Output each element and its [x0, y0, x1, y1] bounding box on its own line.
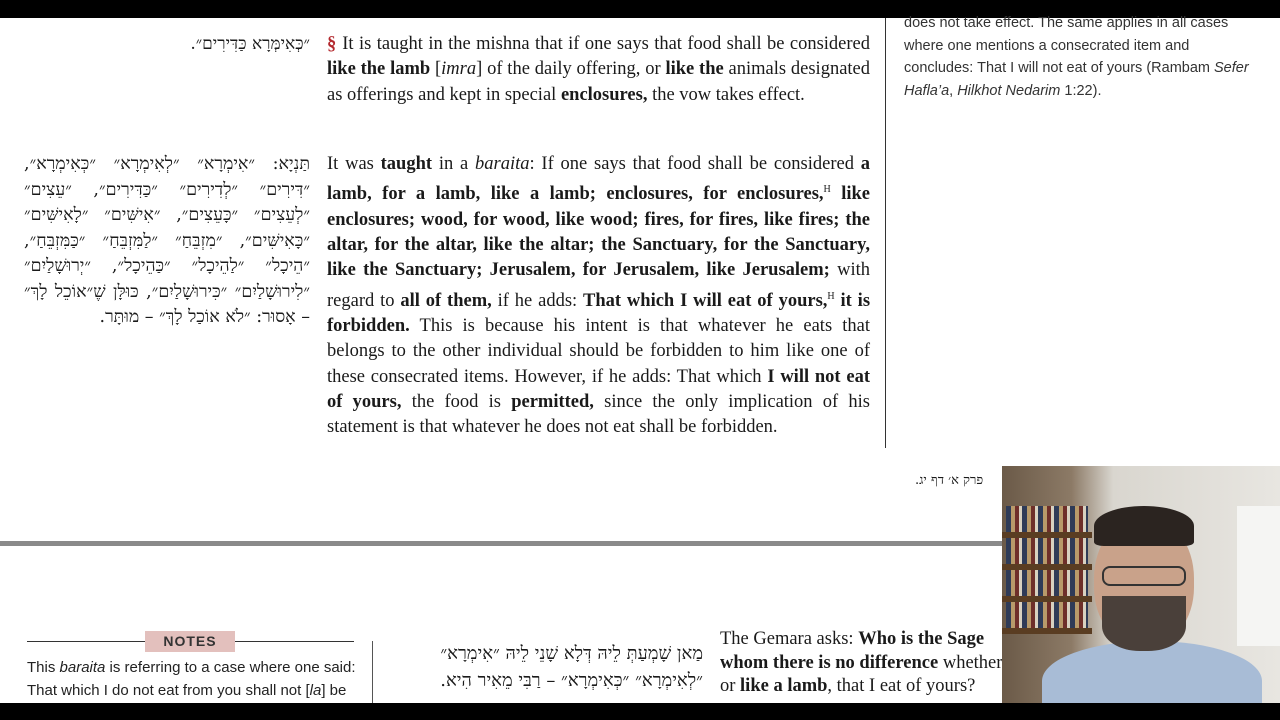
- text-segment: It is taught in the mishna that if one says that food shall be considered: [342, 34, 870, 54]
- text-segment: is referring to a case where one said: That which I do not eat from you shall not [: [27, 659, 356, 699]
- text-segment: in a: [432, 154, 475, 174]
- text-segment: Hilkhot Nedarim: [957, 82, 1061, 99]
- bookshelf-books: [1006, 538, 1088, 564]
- text-segment: [: [430, 59, 442, 80]
- page-separator: [0, 541, 1002, 546]
- text-segment: like the lamb: [327, 59, 431, 80]
- mishna-translation: [327, 32, 870, 108]
- text-segment: if he adds:: [491, 290, 584, 311]
- text-segment: This: [27, 659, 60, 676]
- text-segment: : If one says that food shall be considered: [529, 154, 861, 174]
- bookshelf: [1002, 628, 1092, 634]
- text-segment: animals designated as offerings and kept in special: [327, 59, 871, 105]
- text-segment: imra: [441, 59, 477, 80]
- halakha-marker: H: [823, 184, 831, 196]
- text-segment: the food is: [401, 391, 512, 412]
- text-segment: whom there is no difference: [720, 652, 939, 673]
- text-segment: 1:22).: [1060, 82, 1102, 99]
- text-segment: like the: [665, 59, 724, 80]
- text-segment: ] of the daily offering, or: [476, 59, 666, 80]
- text-segment: Who is the Sage: [858, 629, 985, 649]
- text-segment: ] be: [321, 682, 347, 699]
- text-segment: with regard to: [327, 260, 871, 311]
- text-segment: a lamb, for a lamb, like a lamb; enclosures, for enclosures,: [327, 154, 870, 205]
- hebrew-mishna-quote: ״כְּאִימְּרָא כַּדִּירִים״.: [190, 34, 310, 54]
- text-segment: baraita: [475, 154, 530, 174]
- halakha-marker: H: [827, 290, 835, 302]
- column-divider: [885, 18, 886, 448]
- section-mark-icon: §: [327, 34, 337, 54]
- baraita-translation: [327, 152, 870, 441]
- bookshelf-books: [1006, 570, 1088, 596]
- window: [1237, 506, 1280, 646]
- text-segment: Sefer Hafla’a: [904, 60, 1249, 99]
- text-segment: baraita: [59, 659, 106, 676]
- text-segment: , that I eat of yours?: [827, 676, 976, 696]
- presenter-webcam: [1002, 466, 1280, 703]
- video-bottom-letterbox: [0, 703, 1280, 720]
- presenter-hair: [1094, 506, 1194, 546]
- hebrew-baraita-text: תַּנְיָא: ״אִימְרָא״ ״לְאִימְרָא״ ״כְּאִימְרָא״, ״דִּירִים״ ״לְדִירִים״ ״כַּדִּירִים״, ״עֵצִים״ ״לְעֵצִים״ ״כָּעֵצִים״, ״אִישִּׁים״ ״לָאִישִּׁים״ ״כָּאִישִּׁים״, ״מִזְבֵּחַ״ ״לַמִּזְבֵּחַ״ ״כַּמִּזְבֵּחַ״, ״הֵיכָל״ ״לַהֵיכָל״ ״כַּהֵיכָל״, ״יְרוּשָׁלַיִם״ ״לִירוּשָׁלַיִם״ ״כִּירוּשָׁלַיִם״, כּוּלָּן שֶׁ״אוֹכֵל לָךְ״ – אָסוּר: ״לֹא אוֹכַל לָךְ״ – מוּתָּר.: [24, 154, 310, 327]
- text-segment: I will not eat of yours,: [327, 366, 870, 412]
- column-divider-bottom: [372, 641, 373, 703]
- text-segment: all of them,: [400, 290, 492, 311]
- hebrew-gemara-text: מַאן שָׁמְעַתְּ לֵיהּ דְּלָא שָׁנֵי לֵיהּ ״אִימְרָא״ ״לְאִימְרָא״ ״כְּאִימְרָא״ – רַבִּי מֵאִיר הִיא.: [440, 643, 703, 691]
- text-segment: like enclosures; wood, for wood, like wood; fires, for fires, like fires; the altar, for the altar, like the altar; the Sanctuary, for the Sanctuary, like the Sanctuary; Jerusalem, for Jerusalem, like Jerusalem;: [327, 184, 870, 281]
- text-segment: la: [309, 682, 322, 699]
- presenter-beard: [1102, 596, 1186, 651]
- bookshelf-books: [1006, 506, 1088, 532]
- text-segment: whether: [938, 652, 1003, 673]
- text-segment: since the only implication of his statement is that whatever he does not eat shall be forbidden.: [327, 391, 870, 438]
- page-reference: פרק א׳ דף יג.: [915, 473, 984, 488]
- bookshelf-books: [1006, 602, 1088, 628]
- text-segment: does not take effect. The same applies in all cases where one mentions a consecrated item and concludes: That I will not eat of yours (Rambam: [904, 15, 1229, 76]
- text-segment: the vow takes effect.: [647, 84, 805, 105]
- text-segment: it is forbidden.: [327, 290, 871, 337]
- halakha-side-note: [904, 12, 1254, 102]
- text-segment: enclosures,: [560, 84, 648, 105]
- presenter-glasses: [1102, 566, 1186, 586]
- text-segment: The Gemara asks:: [720, 629, 859, 649]
- notes-heading: NOTES: [145, 631, 235, 652]
- text-segment: ,: [949, 82, 958, 99]
- text-segment: permitted,: [511, 391, 594, 412]
- text-segment: like a lamb: [740, 676, 828, 696]
- text-segment: or: [720, 676, 741, 696]
- text-segment: taught: [380, 154, 433, 174]
- text-segment: It was: [327, 154, 381, 174]
- text-segment: This is because his intent is that whatever he eats that belongs to the other individual should be forbidden to him like one of these consecrated items. However, if he adds: That which: [327, 316, 870, 387]
- gemara-translation: [720, 628, 1003, 699]
- text-segment: That which I will eat of yours,: [583, 290, 828, 311]
- notes-text: [27, 656, 357, 702]
